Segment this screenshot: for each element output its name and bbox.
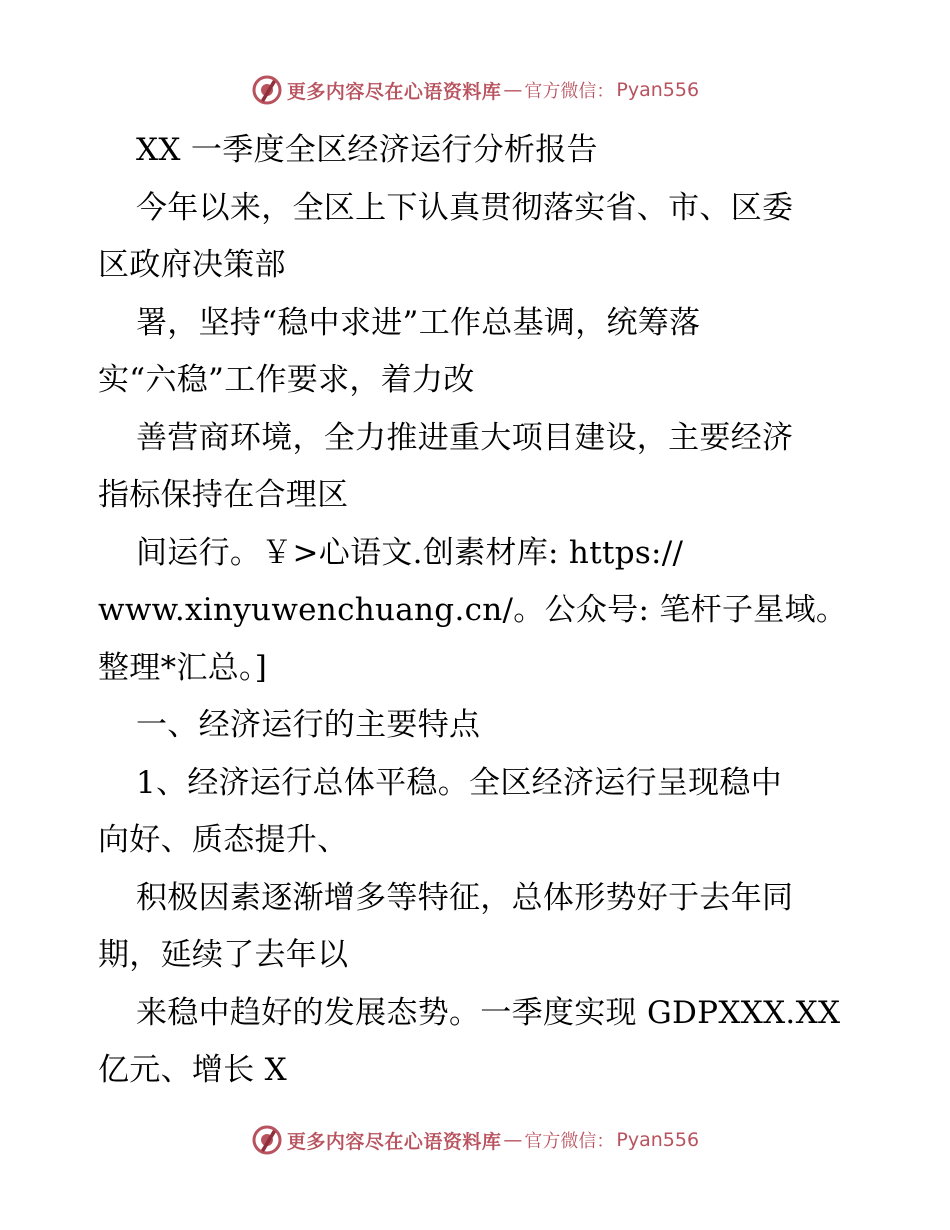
brand-logo-icon [251,1124,283,1156]
paragraph-line: 积极因素逐渐增多等特征，总体形势好于去年同 [136,879,794,916]
paragraph-line: 来稳中趋好的发展态势。一季度实现 GDPXXX.XX [136,994,841,1031]
banner-separator: — [503,1129,523,1151]
banner-wechat-label: 官方微信： [524,1131,615,1152]
header-banner [0,70,950,110]
banner-separator: — [503,79,523,101]
paragraph-line: 区政府决策部 [98,247,286,283]
banner-wechat-handle: Pyan556 [616,79,700,101]
paragraph-line: 实“六稳”工作要求，着力改 [98,362,475,398]
paragraph-line: 今年以来，全区上下认真贯彻落实省、市、区委 [136,189,794,226]
paragraph-line: 善营商环境，全力推进重大项目建设，主要经济 [136,419,794,456]
document-title: XX 一季度全区经济运行分析报告 [136,132,598,168]
footer-banner [0,1120,950,1160]
banner-wechat-label: 官方微信： [524,81,615,102]
paragraph-line: 指标保持在合理区 [98,477,349,513]
section-heading: 一、经济运行的主要特点 [136,707,481,743]
paragraph-line: www.xinyuwenchuang.cn/。公众号: 笔杆子星域。 [98,592,848,628]
brand-logo-icon [251,74,283,106]
banner-brand-text: 更多内容尽在心语资料库 [286,1130,502,1153]
paragraph-line: 亿元、增长 X [98,1052,288,1088]
banner-wechat-handle: Pyan556 [616,1129,700,1151]
paragraph-line: 1、经济运行总体平稳。全区经济运行呈现稳中 [136,764,783,801]
banner-brand-text: 更多内容尽在心语资料库 [286,80,502,103]
paragraph-line: 整理*汇总。] [98,649,268,686]
paragraph-line: 向好、质态提升、 [98,822,349,858]
document-body [98,122,888,1100]
paragraph-line: 间运行。￥>心语文.创素材库: https:// [136,534,684,571]
paragraph-line: 署，坚持“稳中求进”工作总基调，统筹落 [136,304,701,341]
paragraph-line: 期，延续了去年以 [98,937,349,973]
